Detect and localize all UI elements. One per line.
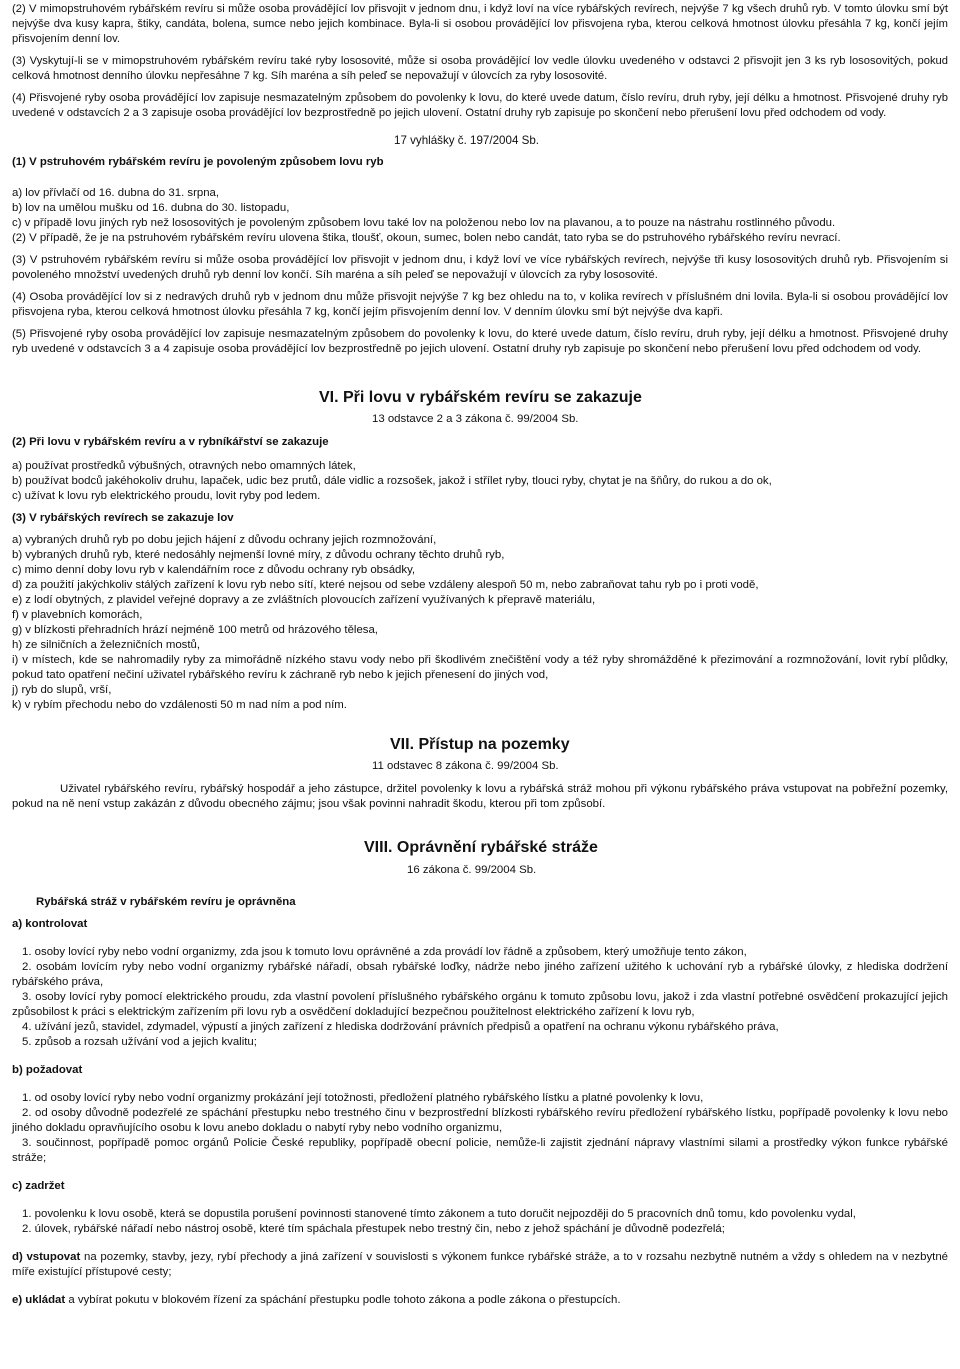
sec6-item2-b: b) používat bodců jakéhokoliv druhu, lapaček, udic bez prutů, dále vidlic a rozsošek, jakož i střílet ryby, tlouci ryby, chytat je na šňůry, do rukou a do ok, [12,475,772,487]
sec6-item2-c: c) užívat k lovu ryb elektrického proudu, lovit ryby pod ledem. [12,490,321,502]
sec6-heading2: (2) Při lovu v rybářském revíru a v rybníkářství se zakazuje [12,436,329,448]
pstruh-header [12,133,948,179]
sec6-header [12,364,948,452]
sec8-a-item-5: 5. způsob a rozsah užívání vod a jejich kvalitu; [22,1036,257,1048]
sec6-item3-b: b) vybraných druhů ryb, které nedosáhly nejmenší lovné míry, z důvodu ochrany těchto druhů ryb, [12,549,505,561]
sec6-item3-h: h) ze silničních a železničních mostů, [12,639,201,651]
sec8-a-label: a) kontrolovat [12,918,88,930]
sec8-heading: Rybářská stráž v rybářském revíru je oprávněna [36,896,296,908]
sec6-heading3: (3) V rybářských revírech se zakazuje lov [12,512,234,524]
sec8-c-label: c) zadržet [12,1180,65,1192]
sec6-list3 [12,533,948,713]
sec8-e [12,1293,948,1308]
sec8-a-list [12,945,948,1050]
sec6-item2-a: a) používat prostředků výbušných, otravných nebo omamných látek, [12,460,356,472]
sec6-title: VI. Při lovu v rybářském revíru se zakazuje [319,389,642,406]
sec7-title: VII. Přístup na pozemky [390,736,570,753]
sec6-item3-a: a) vybraných druhů ryb po dobu jejich hájení z důvodu ochrany jejich rozmnožování, [12,534,437,546]
pstruh-para-3: (3) V pstruhovém rybářském revíru si může osoba provádějící lov přisvojit v jednom dnu, i když loví ve více rybářských revírech, nejvýše tři kusy lososovitých druhů ryb. Přisvojením si povoleného množství uvedených druhů ryb denní lov končí. Síh maréna a síh peleď se nepovažují v úlovcích za ryby lososovité. [12,254,948,281]
sec8-header [12,812,948,910]
sec8-ref: 16 zákona č. 99/2004 Sb. [407,864,537,876]
sec6-item3-d: d) za použití jakýchkoliv stálých zařízení k lovu ryb nebo sítí, které nejsou od sebe vzdáleny alespoň 50 m, nebo zabraňovat tahu ryb po i proti vodě, [12,579,759,591]
sec7-header [12,713,948,775]
pstruh-ref: 17 vyhlášky č. 197/2004 Sb. [394,134,540,147]
pstruh-item-b: b) lov na umělou mušku od 16. dubna do 30. listopadu, [12,202,290,214]
sec8-a-item-3: 3. osoby lovící ryby pomocí elektrického proudu, zda vlastní povolení příslušného rybářského orgánu k tomuto způsobu lovu, jakož i zda vlastní potřebné osvědčení prokazující jejich způsobilost k práci s elektrickým zařízením při lovu ryb a osvědčení dokladující bezpečnou použitelnost elektrického zařízení k lovu ryb, [12,991,948,1018]
sec6-item3-f: f) v plavebních komorách, [12,609,143,621]
sec6-item3-e: e) z lodí obytných, z plavidel veřejné dopravy a ze zvláštních plovoucích zařízení využívaných k přepravě materiálu, [12,594,596,606]
sec8-c-list [12,1207,948,1237]
para-top-2: (2) V mimopstruhovém rybářském revíru si může osoba provádějící lov přisvojit v jednom dnu, i když loví na více rybářských revírech, nejvýše 7 kg všech druhů ryb. V tomto úlovku smí být nejvýše dva kusy kapra, štiky, candáta, bolena, sumce nebo jejich kombinace. Byla-li si osobou provádějící lov přisvojena ryba, kterou celková hmotnost úlovku přesáhla 7 kg, končí jejím přisvojením denní lov. [12,3,948,45]
pstruh-para-5: (5) Přisvojené ryby osoba provádějící lov zapisuje nesmazatelným způsobem do povolenky k lovu, do které uvede datum, číslo revíru, druh ryby, její délku a hmotnost. Přisvojené druhy ryb uvedené v odstavcích 3 a 4 zapisuje osoba provádějící lov bezprostředně po jejich ulovení. Ostatní druhy ryb zapisuje po skončení nebo přerušení lovu před odchodem od vody. [12,328,948,355]
sec6-ref: 13 odstavce 2 a 3 zákona č. 99/2004 Sb. [372,413,579,425]
sec8-b-label: b) požadovat [12,1064,83,1076]
sec8-a-item-1: 1. osoby lovící ryby nebo vodní organizmy, zda jsou k tomuto lovu oprávněné a zda provádí lov řádně a způsobem, který umožňuje tento zákon, [22,946,747,958]
para-top-3: (3) Vyskytují-li se v mimopstruhovém rybářském revíru také ryby lososovité, může si osoba provádějící lov vedle úlovku uvedeného v odstavci 2 přisvojit jen 3 ks ryb lososovitých, pokud celková hmotnost denního úlovku nepřesáhne 7 kg. Síh maréna a síh peleď se nepovažují v úlovcích za ryby lososovité. [12,55,948,82]
pstruh-item-c: c) v případě lovu jiných ryb než lososovitých je povoleným způsobem lovu také lov na položenou nebo lov na plavanou, a to pouze na nástrahu rostlinného původu. [12,217,836,229]
sec8-c-item-1: 1. povolenku k lovu osobě, která se dopustila porušení povinnosti stanovené tímto zákonem a tuto doručit nejpozději do 5 pracovních dnů tomu, kdo povolenku vydal, [22,1208,856,1220]
sec7-ref: 11 odstavec 8 zákona č. 99/2004 Sb. [372,760,559,772]
pstruh-para-2: (2) V případě, že je na pstruhovém rybářském revíru ulovena štika, tloušť, okoun, sumec, bolen nebo candát, tato ryba se do pstruhového rybářského revíru nevrací. [12,232,841,244]
sec6-item3-j: j) ryb do slupů, vrší, [12,684,112,696]
sec8-d-label: d) vstupovat [12,1251,81,1263]
sec8-e-label: e) ukládat [12,1294,66,1306]
sec6-item3-c: c) mimo denní doby lovu ryb v kalendářním roce z důvodu ochrany ryb obsádky, [12,564,416,576]
sec6-list2 [12,459,948,504]
sec8-a-item-2: 2. osobám lovícím ryby nebo vodní organizmy rybářské nářadí, obsah rybářské loďky, nádrže nebo jiného zařízení užitého k uchování ryb a rybářské úlovky, z hlediska dodržení rybářského práva, [12,961,948,988]
sec8-b-item-1: 1. od osoby lovící ryby nebo vodní organizmy prokázání její totožnosti, předložení platného rybářského lístku a platné povolenky k lovu, [22,1092,704,1104]
sec6-item3-i: i) v místech, kde se nahromadily ryby za mimořádně nízkého stavu vody nebo při škodlivém znečištění vody a též ryby shromážděné k přezimování a rozmnožování, lovit rybí plůdky, pokud tato opatření nečiní uživatel rybářského revíru k záchraně ryb nebo k jejich přenesení do jiných vod, [12,654,948,681]
pstruh-heading: (1) V pstruhovém rybářském revíru je povoleným způsobem lovu ryb [12,156,384,168]
sec7-para: Uživatel rybářského revíru, rybářský hospodář a jeho zástupce, držitel povolenky k lovu a rybářská stráž mohou při výkonu rybářského práva vstupovat na pobřežní pozemky, pokud na ně není vstup zakázán z důvodu obecného zájmu; jsou však povinni nahradit škodu, kterou při tom způsobí. [12,783,948,810]
sec8-d-text: na pozemky, stavby, jezy, rybí přechody a jiná zařízení v souvislosti s výkonem funkce rybářské stráže, a to v rozsahu nezbytně nutném a vždy s ohledem na v nezbytné míře existující přístupové cesty; [12,1251,948,1278]
pstruh-item-a: a) lov přívlačí od 16. dubna do 31. srpna, [12,187,220,199]
sec8-b-item-3: 3. součinnost, popřípadě pomoc orgánů Policie České republiky, popřípadě obecní policie, nemůže-li zajistit zjednání nápravy vlastními silami a prostředky výkon funkce rybářské stráže; [12,1137,948,1164]
sec8-title: VIII. Oprávnění rybářské stráže [364,839,598,856]
sec8-d [12,1250,948,1280]
sec8-e-text: a vybírat pokutu v blokovém řízení za spáchání přestupku podle tohoto zákona a podle zákona o přestupcích. [65,1294,621,1306]
sec8-c-item-2: 2. úlovek, rybářské nářadí nebo nástroj osobě, které tím spáchala přestupek nebo trestný čin, nebo z jehož spáchání je důvodně podezřelá; [22,1223,725,1235]
sec8-b-item-2: 2. od osoby důvodně podezřelé ze spáchání přestupku nebo trestného činu v bezprostřední blízkosti rybářského revíru předložení rybářského lístku, popřípadě povolenky k lovu nebo jiného dokladu opravňujícího osobu k lovu anebo dokladu o nabytí ryby nebo vodního organizmu, [12,1107,948,1134]
pstruh-para-4: (4) Osoba provádějící lov si z nedravých druhů ryb v jednom dnu může přisvojit nejvýše 7 kg bez ohledu na to, v kolika revírech v příslušném dni lovila. Byla-li si osobou provádějící lov přisvojena ryba, kterou celková hmotnost úlovku přesáhla 7 kg, končí jejím přisvojením denní lov. V denním úlovku smí být nejvýše dva kapři. [12,291,948,318]
para-top-4: (4) Přisvojené ryby osoba provádějící lov zapisuje nesmazatelným způsobem do povolenky k lovu, do které uvede datum, číslo revíru, druh ryby, její délku a hmotnost. Přisvojené druhy ryb uvedené v odstavcích 2 a 3 zapisuje osoba provádějící lov bezprostředně po jejich ulovení. Ostatní druhy ryb zapisuje po skončení nebo přerušení lovu před odchodem od vody. [12,92,948,119]
sec6-item3-g: g) v blízkosti přehradních hrází nejméně 100 metrů od hrázového tělesa, [12,624,378,636]
sec6-item3-k: k) v rybím přechodu nebo do vzdálenosti 50 m nad ním a pod ním. [12,699,347,711]
sec8-a-item-4: 4. užívání jezů, stavidel, zdymadel, výpustí a jiných zařízení z hlediska dodržování právních předpisů a opatření na ochranu výkonu rybářského práva, [22,1021,779,1033]
sec8-b-list [12,1091,948,1166]
